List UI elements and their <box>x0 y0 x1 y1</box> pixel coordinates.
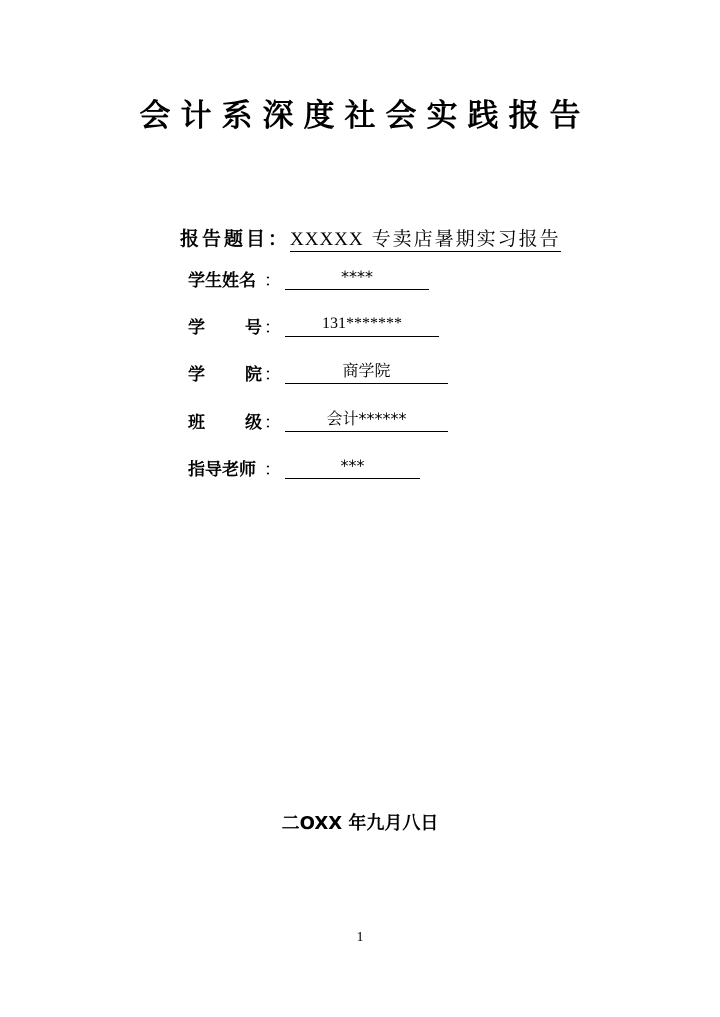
field-label-colon: ： <box>264 460 281 480</box>
field-label-colon: ： <box>264 318 281 338</box>
report-topic-label: 报告题目： <box>180 228 291 250</box>
field-value: 131******* <box>322 315 402 332</box>
field-label-colon: ： <box>264 365 281 385</box>
field-label-colon: ： <box>264 413 281 433</box>
report-topic <box>180 225 561 253</box>
report-topic-value-suffix: 专卖店暑期实习报告 <box>371 228 561 250</box>
field-value-line <box>285 360 448 384</box>
field-label-char1: 班 <box>188 413 205 433</box>
report-date: 二OXX 年九月八日 <box>281 813 439 834</box>
report-topic-value-prefix: XXXXX <box>290 229 364 250</box>
report-topic-value <box>290 228 561 252</box>
field-value-line <box>285 455 420 479</box>
field-label-text: 指导老师 <box>188 460 256 480</box>
field-label-char1: 学 <box>188 318 205 338</box>
field-value-line <box>285 408 448 432</box>
field-value-line <box>285 266 429 290</box>
field-value: *** <box>340 456 365 475</box>
document-title: 会计系深度社会实践报告 <box>139 98 591 134</box>
field-label-text: 学生姓名 <box>188 271 256 291</box>
field-label-char1: 学 <box>188 365 205 385</box>
field-value: **** <box>341 267 373 286</box>
field-label-colon: ： <box>264 271 281 291</box>
page-number: 1 <box>356 930 364 945</box>
field-label-char2: 院 <box>245 365 262 385</box>
field-label-char2: 级 <box>245 413 262 433</box>
field-value: 商学院 <box>342 361 391 380</box>
field-label-char2: 号 <box>245 318 262 338</box>
field-value: 会计****** <box>326 409 407 428</box>
field-value-line <box>285 313 439 337</box>
